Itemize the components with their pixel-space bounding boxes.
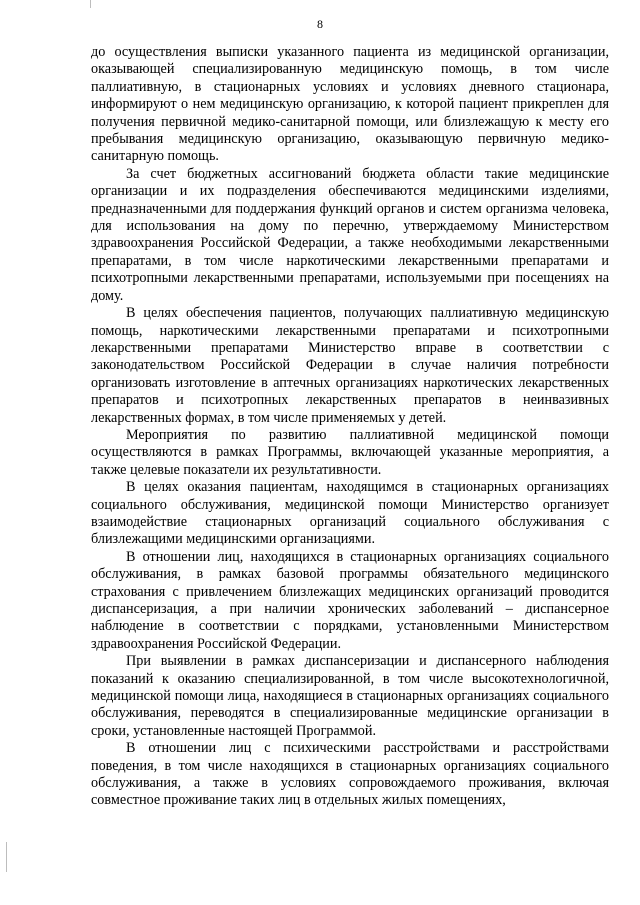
margin-mark [90,0,91,8]
document-body [91,44,609,810]
paragraph: За счет бюджетных ассигнований бюджета области такие медицинские организации и их подразделения обеспечиваются медицинскими изделиями, предназначенными для поддержания функций органов и систем организма человека, для использования на дому по перечню, утверждаемому Министерством здравоохранения Российской Федерации, а также необходимыми лекарственными препаратами, в том числе наркотическими лекарственными препаратами и психотропными лекарственными препаратами, используемыми при посещениях на дому. [91,165,609,304]
paragraph: В отношении лиц, находящихся в стационарных организациях социального обслуживания, в рамках базовой программы обязательного медицинского страхования с привлечением близлежащих медицинских организаций проводится диспансеризация, а при наличии хронических заболеваний – диспансерное наблюдение в соответствии с порядками, установленными Министерством здравоохранения Российской Федерации. [91,548,609,652]
paragraph: В целях обеспечения пациентов, получающих паллиативную медицинскую помощь, наркотическими лекарственными препаратами и психотропными лекарственными препаратами Министерство вправе в соответствии с законодательством Российской Федерации в случае наличия потребности организовать изготовление в аптечных организациях наркотических лекарственных препаратов и психотропных лекарственных препаратов в неинвазивных лекарственных формах, в том числе применяемых у детей. [91,305,609,426]
paragraph: При выявлении в рамках диспансеризации и диспансерного наблюдения показаний к оказанию специализированной, в том числе высокотехнологичной, медицинской помощи лица, находящиеся в стационарных организациях социального обслуживания, переводятся в специализированные медицинские организации в сроки, установленные настоящей Программой. [91,653,609,739]
margin-mark [6,842,7,872]
paragraph: до осуществления выписки указанного пациента из медицинской организации, оказывающей специализированную медицинскую помощь, в том числе паллиативную, в стационарных условиях и условиях дневного стационара, информируют о нем медицинскую организацию, к которой пациент прикреплен для получения первичной медико-санитарной помощи, или близлежащую к месту его пребывания медицинскую организацию, оказывающую первичную медико-санитарную помощь. [91,44,609,165]
paragraph: Мероприятия по развитию паллиативной медицинской помощи осуществляются в рамках Программы, включающей указанные мероприятия, а также целевые показатели их результативности. [91,426,609,478]
paragraph: В отношении лиц с психическими расстройствами и расстройствами поведения, в том числе находящихся в стационарных организациях социального обслуживания, а также в условиях сопровождаемого проживания, включая совместное проживание таких лиц в отдельных жилых помещениях, [91,740,609,809]
paragraph: В целях оказания пациентам, находящимся в стационарных организациях социального обслуживания, медицинской помощи Министерство организует взаимодействие стационарных организаций социального обслуживания с близлежащими медицинскими организациями. [91,479,609,548]
page-number: 8 [317,17,323,31]
